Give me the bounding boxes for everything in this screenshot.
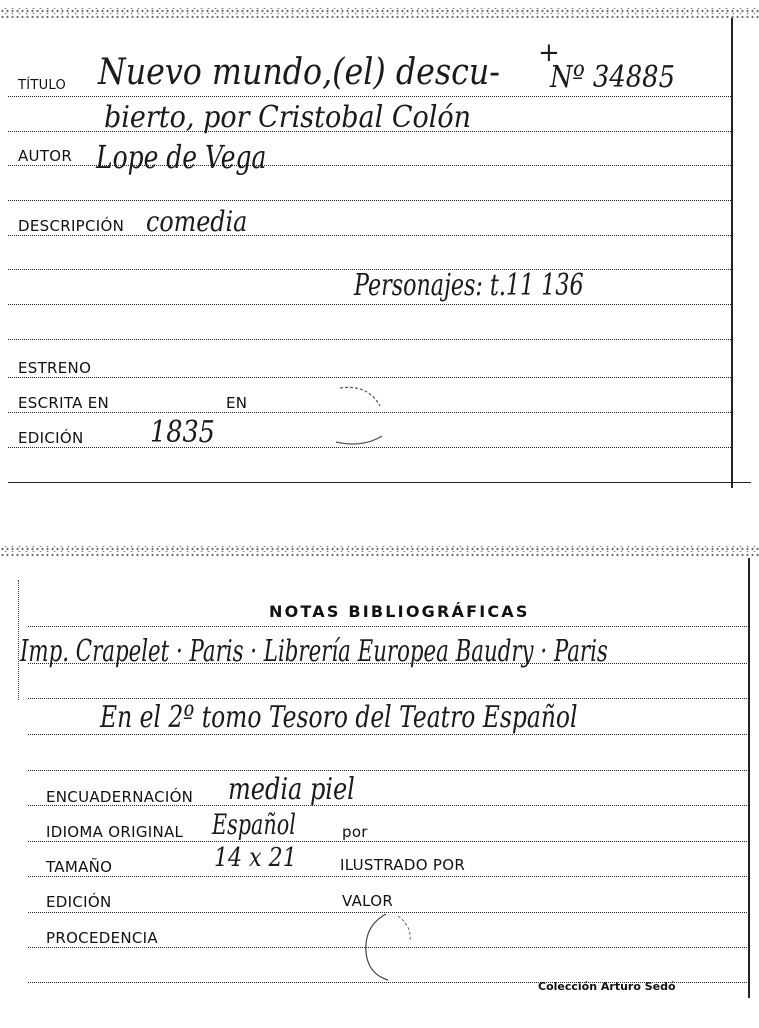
label-encuadernacion: ENCUADERNACIÓN xyxy=(46,788,194,806)
ruled-line xyxy=(8,339,733,340)
ruled-line xyxy=(28,876,749,877)
faint-stamp-mark xyxy=(358,912,418,982)
label-autor: AUTOR xyxy=(18,147,73,165)
label-edicion-bottom: EDICIÓN xyxy=(46,893,112,911)
ruled-line xyxy=(8,377,733,378)
label-ilustrado-por: ILUSTRADO POR xyxy=(340,856,466,874)
ruled-line xyxy=(8,304,733,305)
label-edicion: EDICIÓN xyxy=(18,429,84,447)
label-estreno: ESTRENO xyxy=(18,359,92,377)
collection-footer: Colección Arturo Sedó xyxy=(538,980,676,993)
label-titulo: TÍTULO xyxy=(18,78,67,93)
catalog-card-top xyxy=(0,0,759,500)
card-edge-texture xyxy=(0,546,759,556)
handwritten-notes-line1: Imp. Crapelet · Paris · Librería Europea Baudry · Paris xyxy=(20,634,608,669)
ruled-line xyxy=(8,200,733,201)
ruled-line xyxy=(28,770,749,771)
cross-mark: + xyxy=(538,38,560,68)
label-por: por xyxy=(342,823,368,841)
handwritten-edition-year: 1835 xyxy=(150,415,215,450)
handwritten-description: comedia xyxy=(146,205,248,238)
handwritten-language: Español xyxy=(212,808,296,841)
label-tamano: TAMAÑO xyxy=(46,858,113,876)
label-idioma-original: IDIOMA ORIGINAL xyxy=(46,823,184,841)
handwritten-title-line2: bierto, por Cristobal Colón xyxy=(104,100,472,135)
faint-stamp-mark xyxy=(328,384,388,448)
handwritten-personajes: Personajes: t.11 136 xyxy=(354,268,584,303)
card-right-border xyxy=(748,558,750,998)
handwritten-author: Lope de Vega xyxy=(96,138,267,176)
label-escrita-en: ESCRITA EN xyxy=(18,394,110,412)
label-descripcion: DESCRIPCIÓN xyxy=(18,217,125,235)
label-valor: VALOR xyxy=(342,892,394,910)
card-left-edge xyxy=(18,580,19,700)
label-en: EN xyxy=(226,394,248,412)
card-edge-texture xyxy=(0,8,759,18)
card-bottom-edge xyxy=(8,482,751,483)
handwritten-catalog-number: Nº 34885 xyxy=(550,60,675,95)
handwritten-binding: media piel xyxy=(228,772,355,807)
label-procedencia: PROCEDENCIA xyxy=(46,929,158,947)
handwritten-notes-line2: En el 2º tomo Tesoro del Teatro Español xyxy=(100,700,578,735)
catalog-card-bottom xyxy=(0,540,759,1028)
ruled-line xyxy=(8,96,733,97)
handwritten-title-line1: Nuevo mundo,(el) descu- xyxy=(98,52,500,93)
ruled-line xyxy=(28,841,749,842)
ruled-line xyxy=(28,698,749,699)
ruled-line xyxy=(8,235,733,236)
card-right-border xyxy=(731,18,733,488)
handwritten-size: 14 x 21 xyxy=(214,843,297,873)
ruled-line xyxy=(28,626,749,627)
notes-heading: NOTAS BIBLIOGRÁFICAS xyxy=(269,602,530,621)
